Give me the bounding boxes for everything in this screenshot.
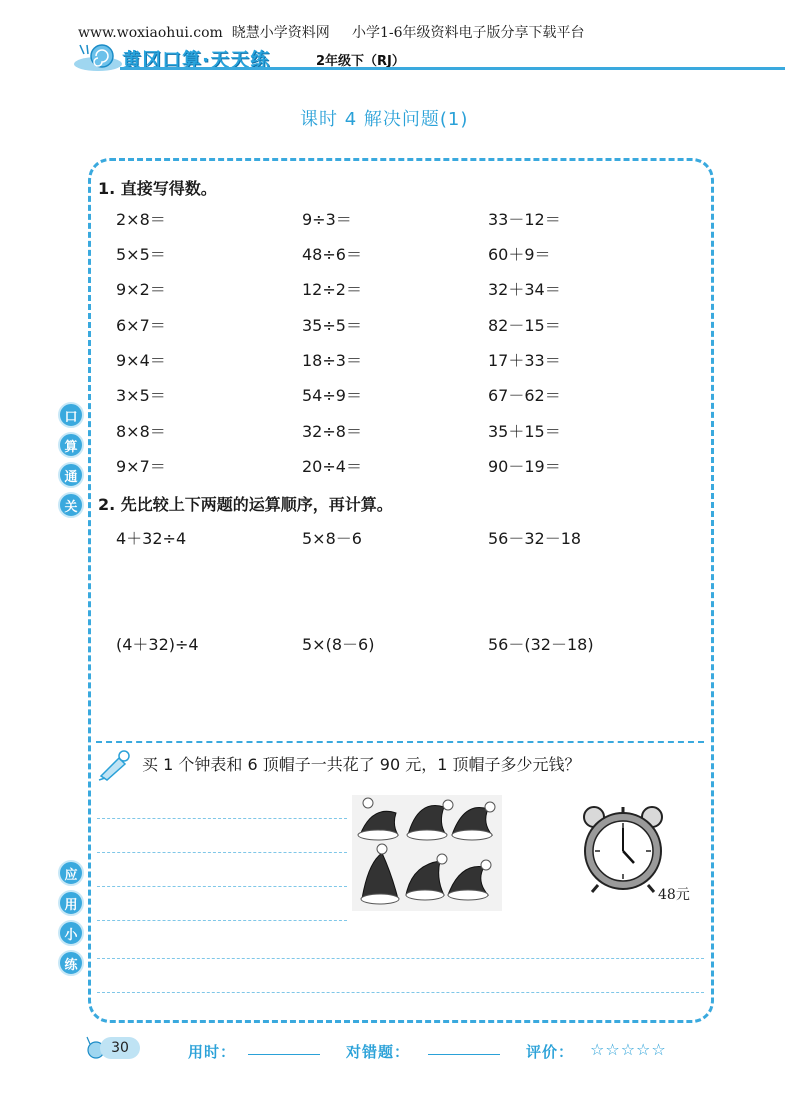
alarm-clock-icon bbox=[578, 803, 668, 897]
equation: 35＋15＝ bbox=[488, 422, 561, 441]
equation: 33－12＝ bbox=[488, 210, 561, 229]
equation: 90－19＝ bbox=[488, 457, 561, 476]
answer-line bbox=[97, 852, 347, 853]
brand-title: 黄冈口算·天天练 bbox=[122, 49, 271, 71]
equation: 82－15＝ bbox=[488, 316, 561, 335]
time-label: 用时： bbox=[188, 1043, 237, 1061]
time-blank[interactable] bbox=[248, 1054, 320, 1055]
page-number: 30 bbox=[100, 1037, 140, 1059]
side-label-oral bbox=[58, 402, 84, 518]
rating-label: 评价： bbox=[526, 1043, 575, 1061]
equation: 8×8＝ bbox=[116, 422, 166, 441]
equation: 2×8＝ bbox=[116, 210, 166, 229]
equation: 20÷4＝ bbox=[302, 457, 362, 476]
equation: 5×5＝ bbox=[116, 245, 166, 264]
equation: 6×7＝ bbox=[116, 316, 166, 335]
clock-price: 48元 bbox=[658, 887, 690, 903]
rating-stars[interactable]: ☆☆☆☆☆ bbox=[590, 1040, 667, 1059]
expression: (4＋32)÷4 bbox=[116, 635, 199, 654]
side-badge: 口 bbox=[58, 402, 84, 428]
answer-line bbox=[97, 992, 704, 993]
equation: 12÷2＝ bbox=[302, 280, 362, 299]
side-badge: 小 bbox=[58, 920, 84, 946]
equation: 35÷5＝ bbox=[302, 316, 362, 335]
side-badge: 算 bbox=[58, 432, 84, 458]
equation: 9×2＝ bbox=[116, 280, 166, 299]
grade-label: 2年级下（RJ） bbox=[316, 54, 405, 69]
section-divider bbox=[96, 741, 704, 743]
expression: 5×8－6 bbox=[302, 529, 362, 548]
header-rule bbox=[120, 67, 785, 70]
equation: 9×7＝ bbox=[116, 457, 166, 476]
equation: 9÷3＝ bbox=[302, 210, 352, 229]
answer-line bbox=[97, 920, 347, 921]
expression: 56－(32－18) bbox=[488, 635, 594, 654]
equation: 9×4＝ bbox=[116, 351, 166, 370]
side-badge: 通 bbox=[58, 462, 84, 488]
expression: 56－32－18 bbox=[488, 529, 582, 548]
equation: 67－62＝ bbox=[488, 386, 561, 405]
answer-line bbox=[97, 886, 347, 887]
errors-blank[interactable] bbox=[428, 1054, 500, 1055]
answer-line bbox=[97, 958, 704, 959]
question-1-title: 1. 直接写得数。 bbox=[98, 179, 217, 198]
pen-hand-icon bbox=[97, 748, 133, 786]
errors-label: 对错题： bbox=[346, 1043, 411, 1061]
snail-logo-icon bbox=[72, 42, 124, 76]
expression: 4＋32÷4 bbox=[116, 529, 187, 548]
equation: 54÷9＝ bbox=[302, 386, 362, 405]
equation: 18÷3＝ bbox=[302, 351, 362, 370]
question-2-title: 2. 先比较上下两题的运算顺序，再计算。 bbox=[98, 495, 393, 514]
equation: 32÷8＝ bbox=[302, 422, 362, 441]
equation: 17＋33＝ bbox=[488, 351, 561, 370]
equation: 32＋34＝ bbox=[488, 280, 561, 299]
answer-line bbox=[97, 818, 347, 819]
side-badge: 关 bbox=[58, 492, 84, 518]
side-badge: 用 bbox=[58, 890, 84, 916]
equation: 48÷6＝ bbox=[302, 245, 362, 264]
side-label-application bbox=[58, 860, 84, 976]
site-header-line: www.woxiaohui.com 晓慧小学资料网 小学1-6年级资料电子版分享下载平台 bbox=[78, 25, 585, 41]
side-badge: 应 bbox=[58, 860, 84, 886]
equation: 3×5＝ bbox=[116, 386, 166, 405]
side-badge: 练 bbox=[58, 950, 84, 976]
word-problem-text: 买 1 个钟表和 6 顶帽子一共花了 90 元，1 顶帽子多少元钱？ bbox=[142, 755, 581, 774]
expression: 5×(8－6) bbox=[302, 635, 375, 654]
santa-hats-image bbox=[352, 795, 502, 915]
lesson-title: 课时 4 解决问题(1) bbox=[300, 109, 469, 130]
equation: 60＋9＝ bbox=[488, 245, 551, 264]
